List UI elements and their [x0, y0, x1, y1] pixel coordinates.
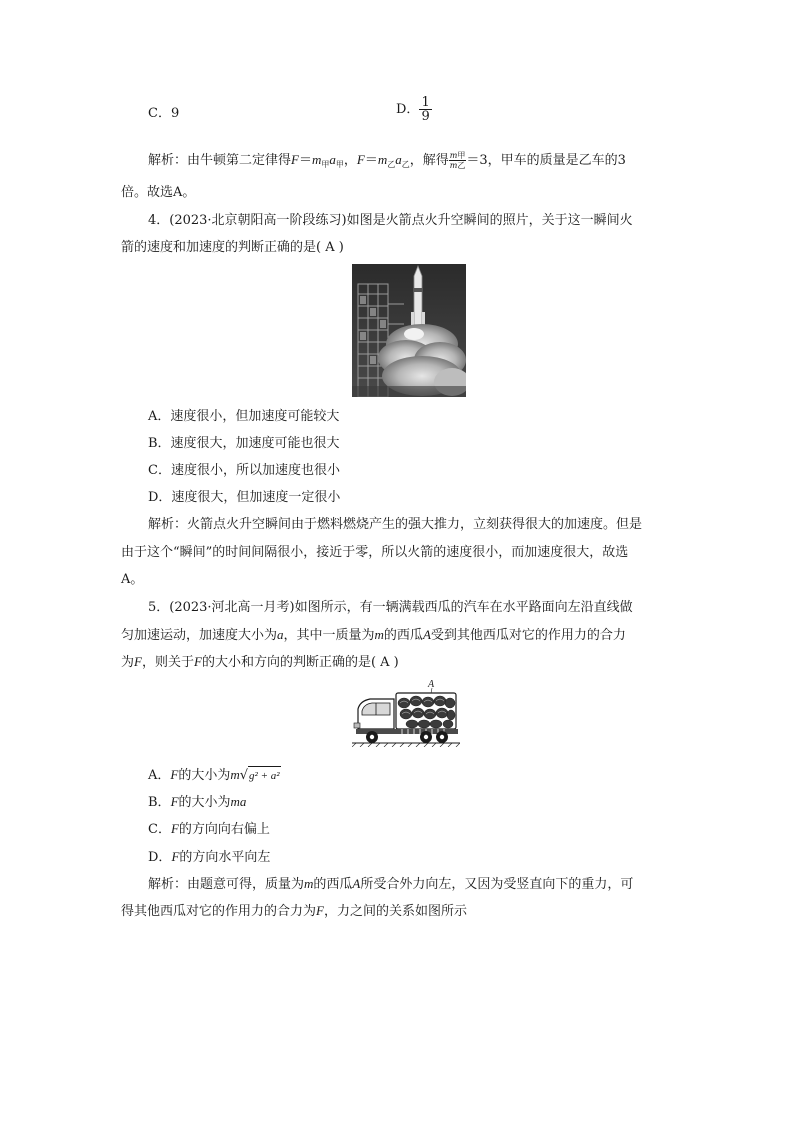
subscript: 甲 — [321, 160, 330, 169]
option-label: A． — [148, 768, 171, 783]
mass-ratio-fraction — [449, 151, 467, 170]
analysis-text: ，解得 — [409, 153, 449, 168]
watermelon-truck-figure — [352, 679, 460, 747]
comma: ， — [343, 153, 357, 168]
var-a: a — [329, 152, 336, 167]
analysis-text: 的西瓜 — [313, 877, 353, 892]
eq-sign: ＝ — [298, 153, 312, 168]
fraction-numerator: 1 — [421, 95, 430, 110]
q4-option-a: A．速度很小，但加速度可能较大 — [148, 409, 340, 424]
q5-stem-line1: 5．(2023·河北高一月考)如图所示，有一辆满载西瓜的汽车在水平路面向左沿直线做 — [148, 600, 633, 615]
q3-analysis-line1 — [148, 148, 626, 177]
q3-analysis-line2: 倍。故选A。 — [121, 185, 196, 200]
q4-analysis-line2: 由于这个“瞬间”的时间间隔很小，接近于零，所以火箭的速度很小，而加速度很大，故选 — [121, 545, 629, 560]
var-F: F — [134, 654, 142, 669]
q5-option-b — [148, 793, 246, 812]
q4-stem-line1: 4．(2023·北京朝阳高一阶段练习)如图是火箭点火升空瞬间的照片，关于这一瞬间火 — [148, 213, 633, 228]
stem-text: 为 — [121, 655, 135, 670]
subscript: 甲 — [335, 160, 344, 169]
stem-text: ，其中一质量为 — [283, 628, 375, 643]
stem-text: ，则关于 — [141, 655, 194, 670]
var-F: F — [291, 152, 299, 167]
q4-option-d: D．速度很大，但加速度一定很小 — [148, 490, 341, 505]
var-m: m — [374, 627, 384, 642]
stem-text: 的西瓜 — [383, 628, 423, 643]
fraction-denominator: 9 — [421, 109, 430, 124]
var-F: F — [356, 152, 365, 167]
fraction — [419, 96, 431, 123]
subscript: 乙 — [387, 160, 396, 169]
var-m: m — [304, 876, 314, 891]
var-m: m — [377, 152, 388, 167]
option-text: 的方向向右偏上 — [178, 822, 270, 837]
analysis-text: 解析：由牛顿第二定律得 — [148, 153, 292, 168]
var-m: m — [230, 767, 240, 782]
q4-option-c: C．速度很小，所以加速度也很小 — [148, 463, 340, 478]
option-label: C． — [148, 106, 171, 121]
sqrt-sign-icon: √ — [239, 768, 249, 783]
var-F: F — [171, 849, 180, 864]
var-F: F — [170, 767, 179, 782]
var-F: F — [316, 903, 324, 918]
subscript: 乙 — [401, 160, 410, 169]
var-F: F — [193, 654, 202, 669]
q5-analysis-line2 — [121, 902, 467, 921]
analysis-text: 得其他西瓜对它的作用力的合力为 — [121, 904, 317, 919]
q5-stem-line3 — [121, 653, 399, 672]
var-A: A — [422, 627, 431, 642]
q3-option-d — [396, 96, 432, 123]
var-m: m — [449, 161, 458, 170]
option-label: D． — [396, 102, 420, 117]
var-F: F — [170, 794, 179, 809]
fraction-numerator — [449, 151, 467, 161]
expression: ma — [230, 794, 247, 809]
q4-analysis-line1: 解析：火箭点火升空瞬间由于燃料燃烧产生的强大推力，立刻获得很大的加速度。但是 — [148, 517, 643, 532]
option-label: B． — [148, 795, 171, 810]
q5-option-c — [148, 820, 270, 839]
q5-analysis-line1 — [148, 875, 633, 894]
option-label: D． — [148, 850, 172, 865]
var-A: A — [352, 876, 361, 891]
var-m: m — [311, 152, 322, 167]
analysis-text: ，力之间的关系如图所示 — [323, 904, 467, 919]
option-text: 的方向水平向左 — [179, 850, 271, 865]
stem-text: 匀加速运动，加速度大小为 — [121, 628, 278, 643]
var-a: a — [395, 152, 402, 167]
q4-option-b: B．速度很大，加速度可能也很大 — [148, 436, 340, 451]
var-a: a — [277, 627, 284, 642]
q4-analysis-line3: A。 — [121, 572, 144, 587]
option-label: C． — [148, 822, 171, 837]
subscript: 乙 — [457, 161, 466, 170]
q5-stem-line2 — [121, 626, 626, 645]
option-text: 的大小为 — [178, 768, 231, 783]
var-F: F — [170, 821, 179, 836]
rocket-launch-photo — [352, 264, 466, 397]
option-value: 9 — [170, 106, 180, 121]
figure-label-A: A — [428, 679, 435, 690]
q5-option-d — [148, 848, 270, 867]
analysis-text: 解析：由题意可得，质量为 — [148, 877, 305, 892]
fraction-denominator — [449, 161, 467, 170]
q3-option-c — [148, 105, 179, 123]
option-text: 的大小为 — [178, 795, 231, 810]
var-m: m — [449, 151, 458, 160]
eq-sign: ＝ — [364, 153, 378, 168]
stem-text: 的大小和方向的判断正确的是( A ) — [201, 655, 399, 670]
subscript: 甲 — [457, 151, 466, 160]
analysis-text: 所受合外力向左，又因为受竖直向下的重力，可 — [360, 877, 634, 892]
sqrt-expression: g² + a² — [248, 766, 281, 785]
analysis-text: ＝3，甲车的质量是乙车的3 — [466, 153, 626, 168]
q5-option-a — [148, 766, 281, 785]
stem-text: 受到其他西瓜对它的作用力的合力 — [430, 628, 626, 643]
q4-stem-line2: 箭的速度和加速度的判断正确的是( A ) — [121, 240, 344, 255]
